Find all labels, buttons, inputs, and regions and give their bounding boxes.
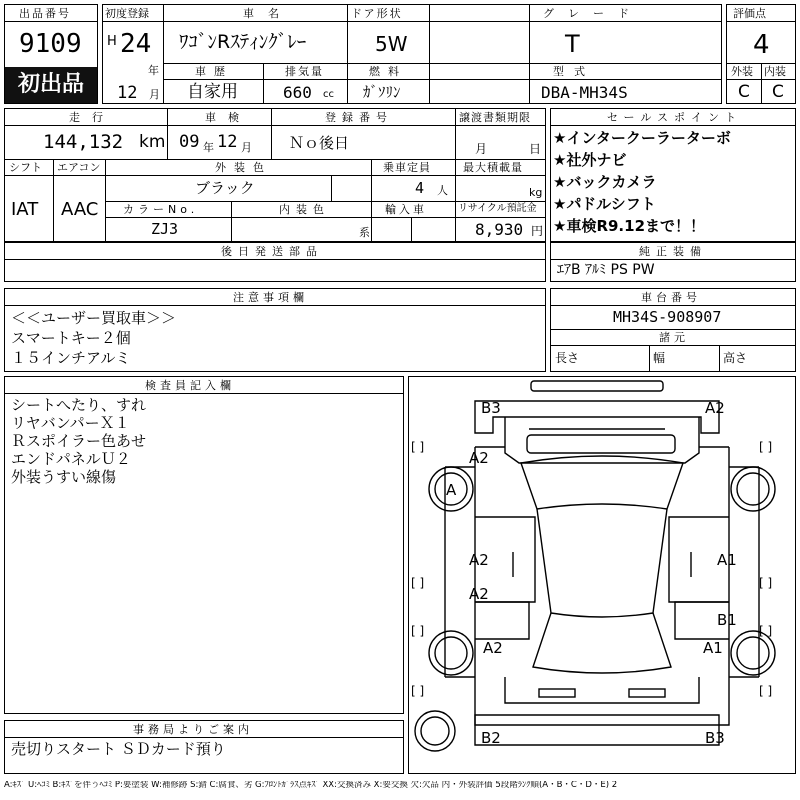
displacement: 660 bbox=[283, 83, 312, 102]
car-diagram bbox=[408, 376, 796, 774]
width-label: 幅 bbox=[653, 351, 666, 365]
door-type: 5W bbox=[375, 32, 408, 56]
capacity: 4 bbox=[415, 179, 425, 197]
displacement-label: 排気量 bbox=[285, 65, 324, 78]
recycle-unit: 円 bbox=[531, 224, 544, 238]
mark-fender-left: A2 bbox=[469, 449, 489, 467]
deadline-label: 譲渡書類期限 bbox=[459, 111, 531, 124]
month-unit: 月 bbox=[149, 88, 160, 101]
mark-door-front-right: A1 bbox=[717, 551, 737, 569]
fuel: ｶﾞｿﾘﾝ bbox=[363, 83, 401, 101]
car-outline bbox=[409, 377, 795, 773]
lot-box bbox=[4, 4, 98, 104]
bracket-mark: [ ] bbox=[411, 624, 425, 638]
era: H bbox=[107, 34, 117, 49]
mark-door-rear-right: B1 bbox=[717, 611, 737, 629]
standard-value: ｴｱB ｱﾙﾐ PS PW bbox=[557, 262, 655, 278]
interior-label: 内装 bbox=[764, 65, 786, 78]
inspector-line: エンドパネルＵ２ bbox=[11, 450, 131, 468]
km-unit: km bbox=[139, 132, 166, 152]
vehicle-header bbox=[102, 4, 722, 104]
color: ブラック bbox=[195, 179, 255, 197]
exterior-grade: C bbox=[738, 82, 750, 102]
shift: IAT bbox=[11, 199, 39, 220]
bracket-mark: [ ] bbox=[411, 684, 425, 698]
sales-points bbox=[550, 108, 796, 242]
note-line: ＜＜ユーザー買取車＞＞ bbox=[11, 309, 177, 327]
inspection-month: 12 bbox=[217, 132, 238, 152]
reg-month: 12 bbox=[117, 83, 138, 103]
inspector-label: 検査員記入欄 bbox=[145, 379, 235, 392]
door-label: ドア形状 bbox=[351, 7, 403, 20]
mileage: 144,132 bbox=[43, 131, 124, 153]
inspector-line: 外装うすい線傷 bbox=[11, 468, 117, 486]
insp-year-unit: 年 bbox=[203, 141, 214, 154]
bracket-mark: [ ] bbox=[759, 624, 773, 638]
inspector-line: リヤバンパーＸ１ bbox=[11, 414, 130, 432]
model: DBA-MH34S bbox=[541, 83, 628, 102]
sales-item: ★パドルシフト bbox=[553, 195, 656, 213]
history: 自家用 bbox=[187, 82, 238, 102]
reg-year: 24 bbox=[120, 29, 152, 59]
bracket-mark: [ ] bbox=[759, 576, 773, 590]
grade: T bbox=[565, 30, 580, 58]
history-label: 車歴 bbox=[195, 65, 233, 78]
reg-number-label: 登録番号 bbox=[325, 111, 393, 124]
later-parts bbox=[4, 242, 546, 282]
note-line: １５インチアルミ bbox=[11, 349, 131, 367]
bracket-mark: [ ] bbox=[759, 684, 773, 698]
exterior-label: 外装 bbox=[731, 65, 753, 78]
color-no-label: カラーNo. bbox=[123, 203, 199, 216]
legend: A:ｷｽﾞ U:ﾍｺﾐ B:ｷｽﾞを伴うﾍｺﾐ P:要塗装 W:補修跡 S:錆 C:腐食、劣 G:ﾌﾛﾝﾄｶﾞﾗｽ点ｷｽﾞ XX:交換済み X:要交換 欠:欠品 内・外装評価 5段階ﾗﾝｸ順(A・B・C・D・E) 2 bbox=[4, 781, 618, 790]
lot-label: 出品番号 bbox=[19, 7, 71, 20]
score: 4 bbox=[753, 30, 770, 60]
color-no: ZJ3 bbox=[151, 220, 179, 238]
int-color-unit: 系 bbox=[359, 226, 370, 239]
bracket-mark: [ ] bbox=[411, 440, 425, 454]
grade-label: グレード bbox=[543, 7, 643, 20]
inspector-box bbox=[4, 376, 404, 714]
cc-unit: cc bbox=[323, 89, 334, 100]
capacity-unit: 人 bbox=[437, 184, 448, 197]
mark-door-rear-left: A2 bbox=[469, 585, 489, 603]
mark-rear-left: B2 bbox=[481, 729, 501, 747]
interior-grade: C bbox=[772, 82, 784, 102]
mark-rear-right: B3 bbox=[705, 729, 725, 747]
model-label: 型式 bbox=[553, 65, 595, 78]
lot-number: 9109 bbox=[19, 29, 82, 59]
insp-month-unit: 月 bbox=[241, 141, 252, 154]
mark-front-right: A2 bbox=[705, 399, 725, 417]
inspector-line: Ｒスポイラー色あせ bbox=[11, 432, 147, 450]
load-unit: kg bbox=[529, 186, 543, 199]
sales-item: ★バックカメラ bbox=[553, 173, 657, 191]
dims-label: 諸元 bbox=[659, 331, 689, 344]
later-parts-label: 後日発送部品 bbox=[221, 245, 323, 258]
bracket-mark: [ ] bbox=[411, 576, 425, 590]
car-name: ﾜｺﾞﾝRｽﾃｨﾝｸﾞﾚｰ bbox=[179, 31, 307, 53]
vehicle-details bbox=[4, 108, 546, 242]
first-reg-label: 初度登録 bbox=[105, 7, 149, 20]
bracket-mark: [ ] bbox=[759, 440, 773, 454]
ac: AAC bbox=[61, 199, 99, 220]
deadline-month: 月 bbox=[475, 142, 488, 156]
ac-label: エアコン bbox=[57, 161, 101, 174]
first-listing-badge: 初出品 bbox=[5, 67, 97, 103]
color-label: 外装色 bbox=[215, 161, 272, 174]
import-label: 輸入車 bbox=[385, 203, 427, 216]
sales-item: ★車検R9.12まで！！ bbox=[553, 217, 706, 235]
score-box bbox=[726, 4, 796, 104]
load-label: 最大積載量 bbox=[463, 161, 523, 174]
mark-front-left: B3 bbox=[481, 399, 501, 417]
int-color-label: 内装色 bbox=[279, 203, 330, 216]
chassis-number: MH34S-908907 bbox=[613, 308, 722, 326]
mileage-label: 走行 bbox=[69, 111, 115, 124]
shift-label: シフト bbox=[9, 161, 42, 174]
car-name-label: 車名 bbox=[243, 7, 293, 20]
note-line: スマートキー２個 bbox=[11, 329, 131, 347]
year-unit: 年 bbox=[148, 64, 159, 77]
mark-wheel-left: A bbox=[446, 481, 457, 499]
sales-item: ★インタークーラーターボ bbox=[553, 129, 731, 147]
length-label: 長さ bbox=[555, 351, 580, 365]
sales-item: ★社外ナビ bbox=[553, 151, 627, 169]
chassis-label: 車台番号 bbox=[641, 291, 701, 304]
inspection-year: 09 bbox=[179, 132, 200, 152]
sales-label: セールスポイント bbox=[607, 111, 743, 124]
mark-door-front-left: A2 bbox=[469, 551, 489, 569]
recycle-amount: 8,930 bbox=[475, 220, 524, 239]
office-label: 事務局よりご案内 bbox=[133, 723, 253, 736]
standard-equipment bbox=[550, 242, 796, 282]
inspection-label: 車検 bbox=[205, 111, 251, 124]
reg-number: Ｎｏ後日 bbox=[289, 134, 350, 152]
mark-quarter-left: A2 bbox=[483, 639, 503, 657]
recycle-label: リサイクル預託金 bbox=[458, 203, 537, 214]
deadline-day: 日 bbox=[529, 142, 542, 156]
fuel-label: 燃料 bbox=[369, 65, 407, 78]
height-label: 高さ bbox=[723, 351, 748, 365]
notes-box bbox=[4, 288, 546, 372]
chassis-box bbox=[550, 288, 796, 372]
mark-quarter-right: A1 bbox=[703, 639, 723, 657]
office-box bbox=[4, 720, 404, 774]
standard-label: 純正装備 bbox=[639, 245, 707, 258]
inspector-line: シートへたり、すれ bbox=[11, 396, 147, 414]
office-text: 売切りスタート ＳＤカード預り bbox=[11, 740, 226, 758]
capacity-label: 乗車定員 bbox=[383, 161, 431, 174]
score-label: 評価点 bbox=[733, 7, 766, 20]
notes-label: 注意事項欄 bbox=[233, 291, 308, 304]
